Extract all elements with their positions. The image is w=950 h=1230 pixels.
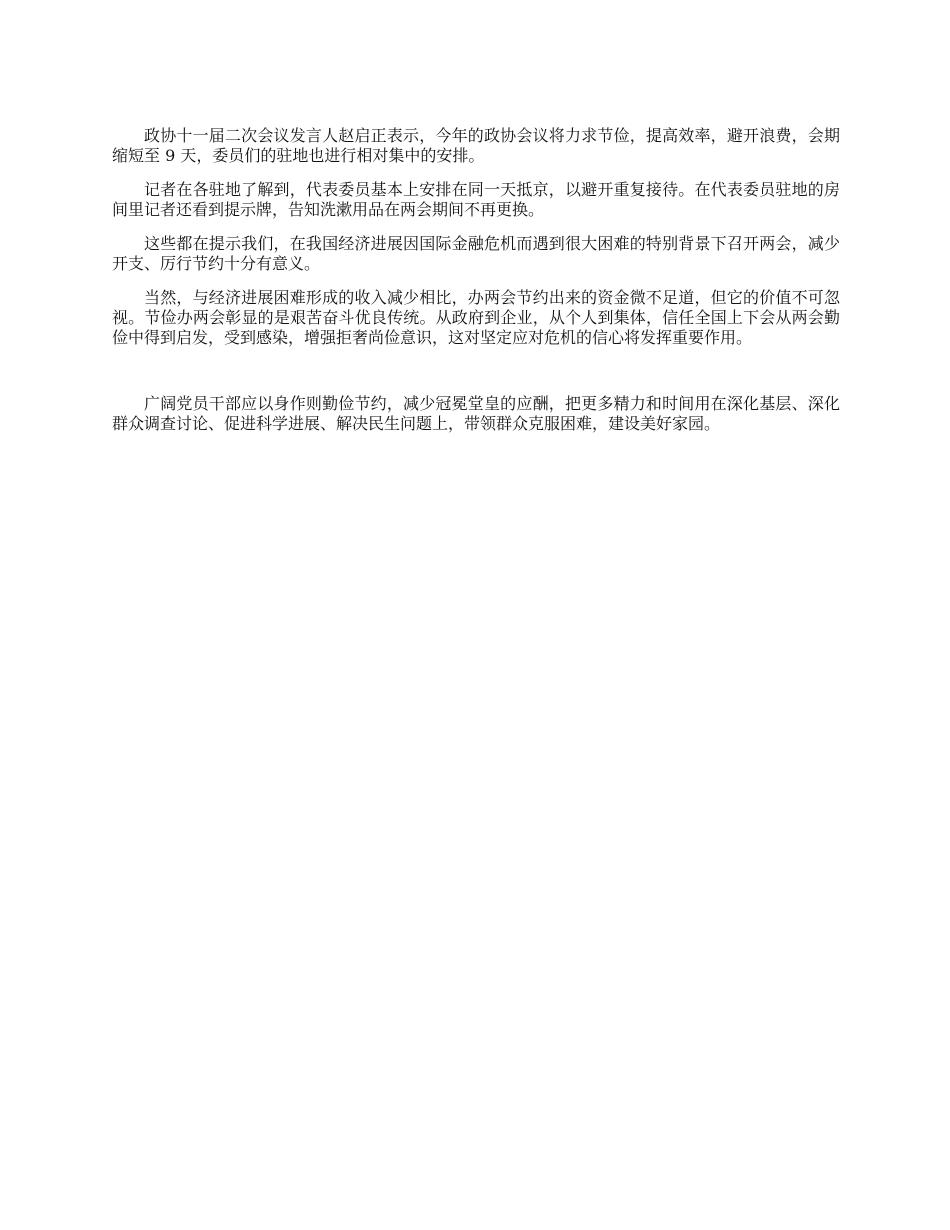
document-body bbox=[112, 126, 840, 448]
paragraph-4: 当然，与经济进展困难形成的收入减少相比，办两会节约出来的资金微不足道，但它的价值不可忽视。节俭办两会彰显的是艰苦奋斗优良传统。从政府到企业，从个人到集体，信任全国上下会从两会勤俭中得到启发，受到感染，增强拒奢尚俭意识，这对坚定应对危机的信心将发挥重要作用。 bbox=[112, 288, 840, 347]
paragraph-1: 政协十一届二次会议发言人赵启正表示，今年的政协会议将力求节俭，提高效率，避开浪费，会期缩短至 9 天，委员们的驻地也进行相对集中的安排。 bbox=[112, 126, 840, 165]
paragraph-2: 记者在各驻地了解到，代表委员基本上安排在同一天抵京，以避开重复接待。在代表委员驻地的房间里记者还看到提示牌，告知洗漱用品在两会期间不再更换。 bbox=[112, 180, 840, 219]
paragraph-5: 广阔党员干部应以身作则勤俭节约，减少冠冕堂皇的应酬，把更多精力和时间用在深化基层、深化群众调查讨论、促进科学进展、解决民生问题上，带领群众克服困难，建设美好家园。 bbox=[112, 394, 840, 433]
paragraph-3: 这些都在提示我们，在我国经济进展因国际金融危机而遇到很大困难的特别背景下召开两会，减少开支、厉行节约十分有意义。 bbox=[112, 234, 840, 273]
